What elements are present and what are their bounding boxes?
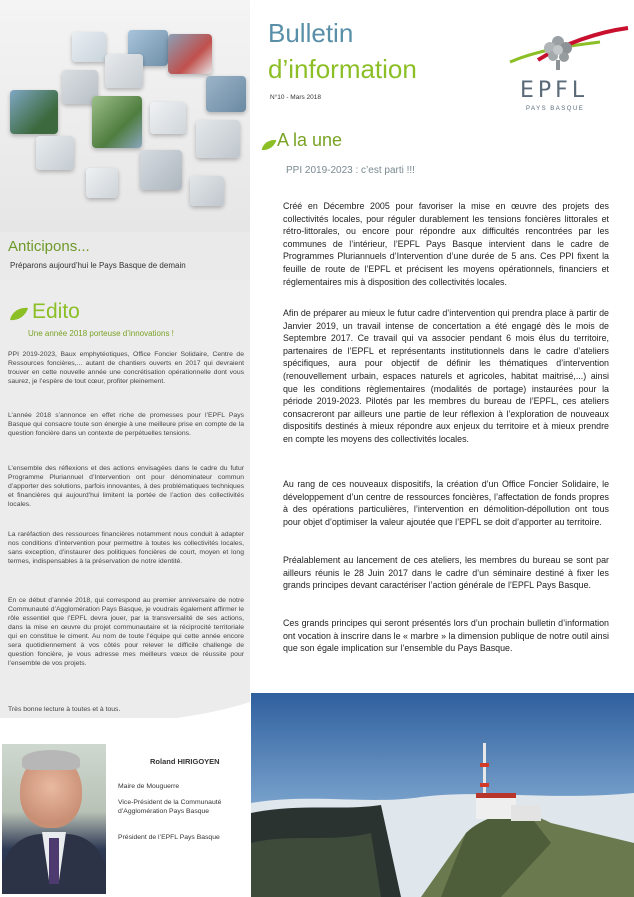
anticipons-subtitle: Préparons aujourd’hui le Pays Basque de demain — [10, 261, 186, 270]
edito-paragraph: Très bonne lecture à toutes et à tous. — [8, 706, 121, 713]
une-title: A la une — [277, 130, 343, 150]
signatory-role: Vice-Président de la Communauté d’Agglomération Pays Basque — [118, 799, 222, 815]
edito-paragraph: L’année 2018 s’annonce en effet riche de promesses pour l’EPFL Pays Basque qui consacre toute son énergie à une meilleure prise en compte de la question foncière dans un contexte de perpétuelles tensions. — [8, 412, 244, 437]
une-paragraph: Ces grands principes qui seront présentés lors d’un prochain bulletin d’information ont vocation à inscrire dans le « marbre » la dimension publique de notre outil ainsi que son égale implication sur l’ensemble du Pays Basque. — [283, 618, 609, 654]
edito-paragraph: En ce début d’année 2018, qui correspond au premier anniversaire de notre Communauté d’Agglomération Pays Basque, je voudrais également affirmer le rôle essentiel que l’EPFL devra jouer, par la transversalité de ses actions, dans la mise en œuvre du projet communautaire et la réciprocité territoriale qui en constitue le ciment. Au nom de toute l’équipe qui cette année encore sera quotidiennement à vos côtés pour relever le difficile challenge de question foncière, je vous adresse mes meilleurs vœux de réussite pour l’ensemble de vos projets. — [8, 597, 245, 667]
signatory-role: Président de l’EPFL Pays Basque — [118, 834, 220, 841]
signatory-name: Roland HIRIGOYEN — [150, 757, 220, 766]
edito-paragraph: L’ensemble des réflexions et des actions envisagées dans le cadre du futur Programme Pluriannuel d’Intervention ont pour dénominateur commun d’apporter des solutions, parfois innovantes, à des problématiques techniques et financières qui aujourd’hui limitent la portée de l’action des collectivités locales. — [8, 465, 244, 508]
bulletin-title-line1: Bulletin — [268, 18, 354, 48]
epfl-logo — [508, 14, 630, 124]
mountain-photo — [251, 693, 634, 897]
logo-subtitle: PAYS BASQUE — [526, 106, 585, 112]
edito-paragraph: La raréfaction des ressources financières notamment nous conduit à adapter nos conditions d’intervention pour permettre à toutes les collectivités locales, sans exception, d’instaurer des politiques foncières de court, moyen et long termes, indispensables à la préservation de notre identité. — [8, 531, 244, 565]
edito-paragraph: PPI 2019-2023, Baux emphytéotiques, Office Foncier Solidaire, Centre de Ressources foncières,... autant de chantiers ouverts en 2017 qui devraient trouver en cette nouvelle année une concrétisation opérationnelle dont vous saurez, je l’espère de tout cœur, profiter pleinement. — [8, 351, 244, 385]
une-paragraph: Afin de préparer au mieux le futur cadre d’intervention qui prendra place à partir de Janvier 2019, un travail intense de concertation a été engagé dès le mois de Septembre 2017. Ce travail qui va associer pendant 6 mois élus du territoire, partenaires de l’EPFL et représentants institutionnels dans le cadre d’ateliers spécifiques, aura pour objectif de définir les thématiques d’intervention (renouvellement urbain, espaces naturels et agricoles, habitat maitrisé,...) ainsi que les conditions règlementaires (modalités de portage) instaurées pour la période 2019-2023. Pilotés par les membres du bureau de l’EPFL, ces ateliers consacreront par ailleurs une partie de leur réflexion à l’exploration de nouveaux dispositifs destinés à mieux répondre aux enjeux du territoire et à mieux prendre en compte les moyens des collectivités locales. — [283, 308, 609, 444]
anticipons-heading: Anticipons... — [8, 238, 90, 255]
une-paragraph: Créé en Décembre 2005 pour favoriser la mise en œuvre des projets des collectivités locales, pour réguler durablement les tensions foncières littorales et rétro-littorales, ou encore pour répondre aux difficultés rencontrées par les communes de l’intérieur, l’EPFL Pays Basque intervient dans le cadre de Programmes Pluriannuels d’Intervention d’une durée de 5 ans. Ces PPI fixent la feuille de route de l’EPFL et précisent les moyens opérationnels, financiers et réglementaires mis à disposition des collectivités locales. — [283, 201, 609, 287]
une-subtitle: PPI 2019-2023 : c’est parti !!! — [286, 165, 415, 176]
signatory-role: Maire de Mouguerre — [118, 783, 180, 790]
portrait-photo — [2, 744, 106, 894]
logo-name: EPFL — [520, 78, 589, 103]
edito-subtitle: Une année 2018 porteuse d’innovations ! — [28, 329, 174, 338]
leaf-icon — [8, 306, 30, 322]
leaf-icon — [260, 138, 278, 152]
bulletin-title-line2: d’information — [268, 54, 417, 84]
issue-number: N°10 - Mars 2018 — [270, 94, 322, 101]
hero-image-collage — [0, 0, 250, 232]
edito-title: Edito — [32, 300, 80, 323]
une-paragraph: Préalablement au lancement de ces ateliers, les membres du bureau se sont par ailleurs réunis le 28 Juin 2017 dans le cadre d’un séminaire destiné à fixer les grands principes devant caractériser l’action générale de l’EPFL Pays Basque. — [283, 555, 609, 591]
tree-logo-icon — [544, 36, 572, 70]
une-paragraph: Au rang de ces nouveaux dispositifs, la création d’un Office Foncier Solidaire, le développement d’un centre de ressources foncières, l’affectation de fonds propres à des opérations particulières, l’intervention en démolition-dépollution ont tous pour objet d’optimiser la valeur ajoutée que l’EPFL se doit d’apporter au territoire. — [283, 479, 609, 527]
